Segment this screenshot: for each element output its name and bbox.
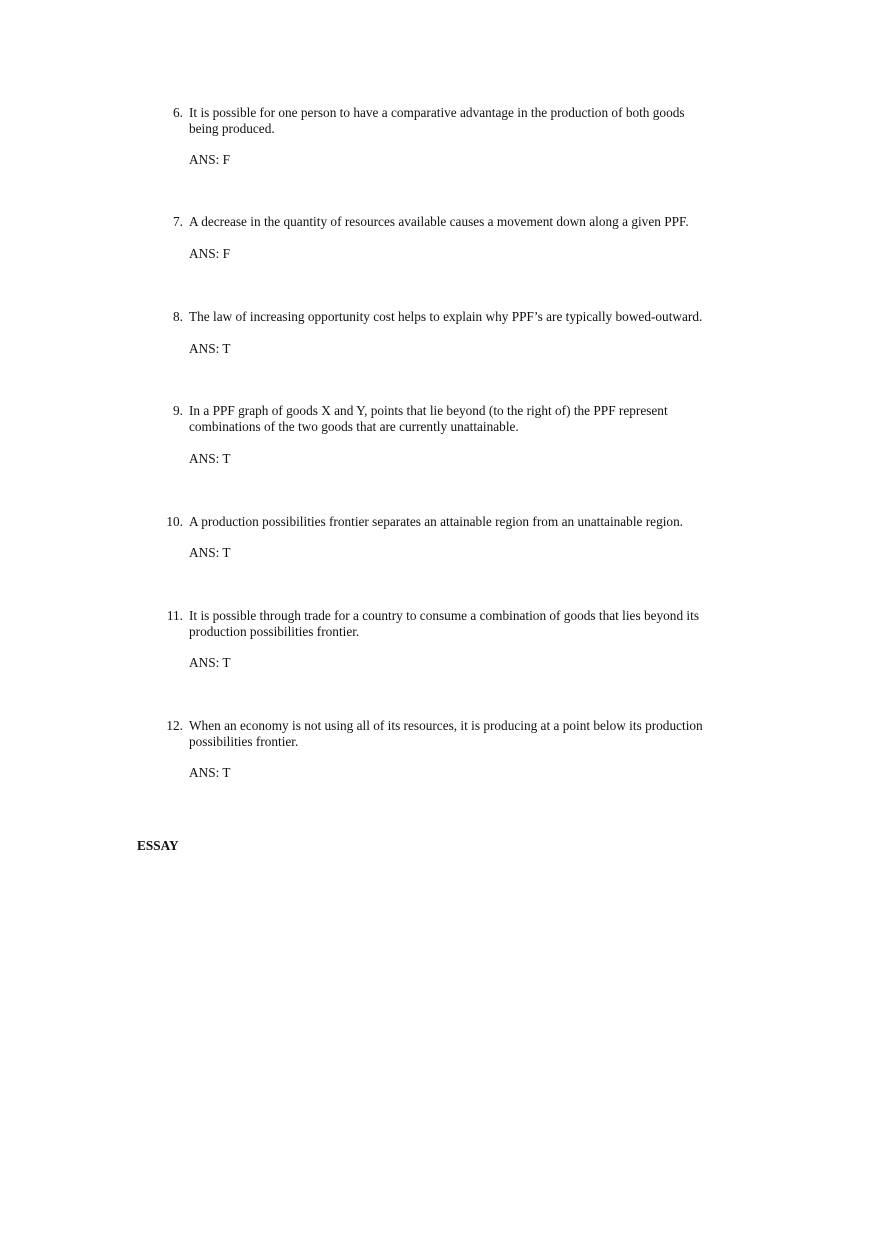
answer-11: ANS: T (189, 655, 231, 670)
question-number: 7. (173, 214, 183, 229)
question-number: 9. (173, 403, 183, 418)
section-heading: ESSAY (137, 838, 179, 853)
question-9 (150, 403, 695, 434)
answer-8: ANS: T (189, 341, 231, 356)
question-text: The law of increasing opportunity cost helps to explain why PPF’s are typically bowed-outward. (189, 309, 703, 324)
question-text: When an economy is not using all of its resources, it is producing at a point below its production possibilities frontier. (189, 718, 703, 749)
question-text: It is possible for one person to have a comparative advantage in the production of both goods being produced. (189, 105, 685, 136)
question-number: 8. (173, 309, 183, 324)
question-8 (150, 309, 750, 325)
question-12 (150, 718, 725, 749)
question-number: 10. (166, 514, 183, 529)
answer-9: ANS: T (189, 451, 231, 466)
question-7 (150, 214, 750, 230)
answer-7: ANS: F (189, 246, 231, 261)
question-6 (150, 105, 710, 136)
answer-10: ANS: T (189, 545, 231, 560)
question-number: 6. (173, 105, 183, 120)
answer-12: ANS: T (189, 765, 231, 780)
question-text: A decrease in the quantity of resources available causes a movement down along a given PPF. (189, 214, 689, 229)
question-10 (150, 514, 750, 530)
question-number: 11. (166, 608, 183, 623)
question-text: A production possibilities frontier separates an attainable region from an unattainable region. (189, 514, 684, 529)
question-number: 12. (166, 718, 183, 733)
question-text: In a PPF graph of goods X and Y, points that lie beyond (to the right of) the PPF represent combinations of the two goods that are currently unattainable. (189, 403, 668, 434)
question-11 (150, 608, 725, 639)
answer-6: ANS: F (189, 152, 231, 167)
question-text: It is possible through trade for a country to consume a combination of goods that lies beyond its production possibilities frontier. (189, 608, 699, 639)
